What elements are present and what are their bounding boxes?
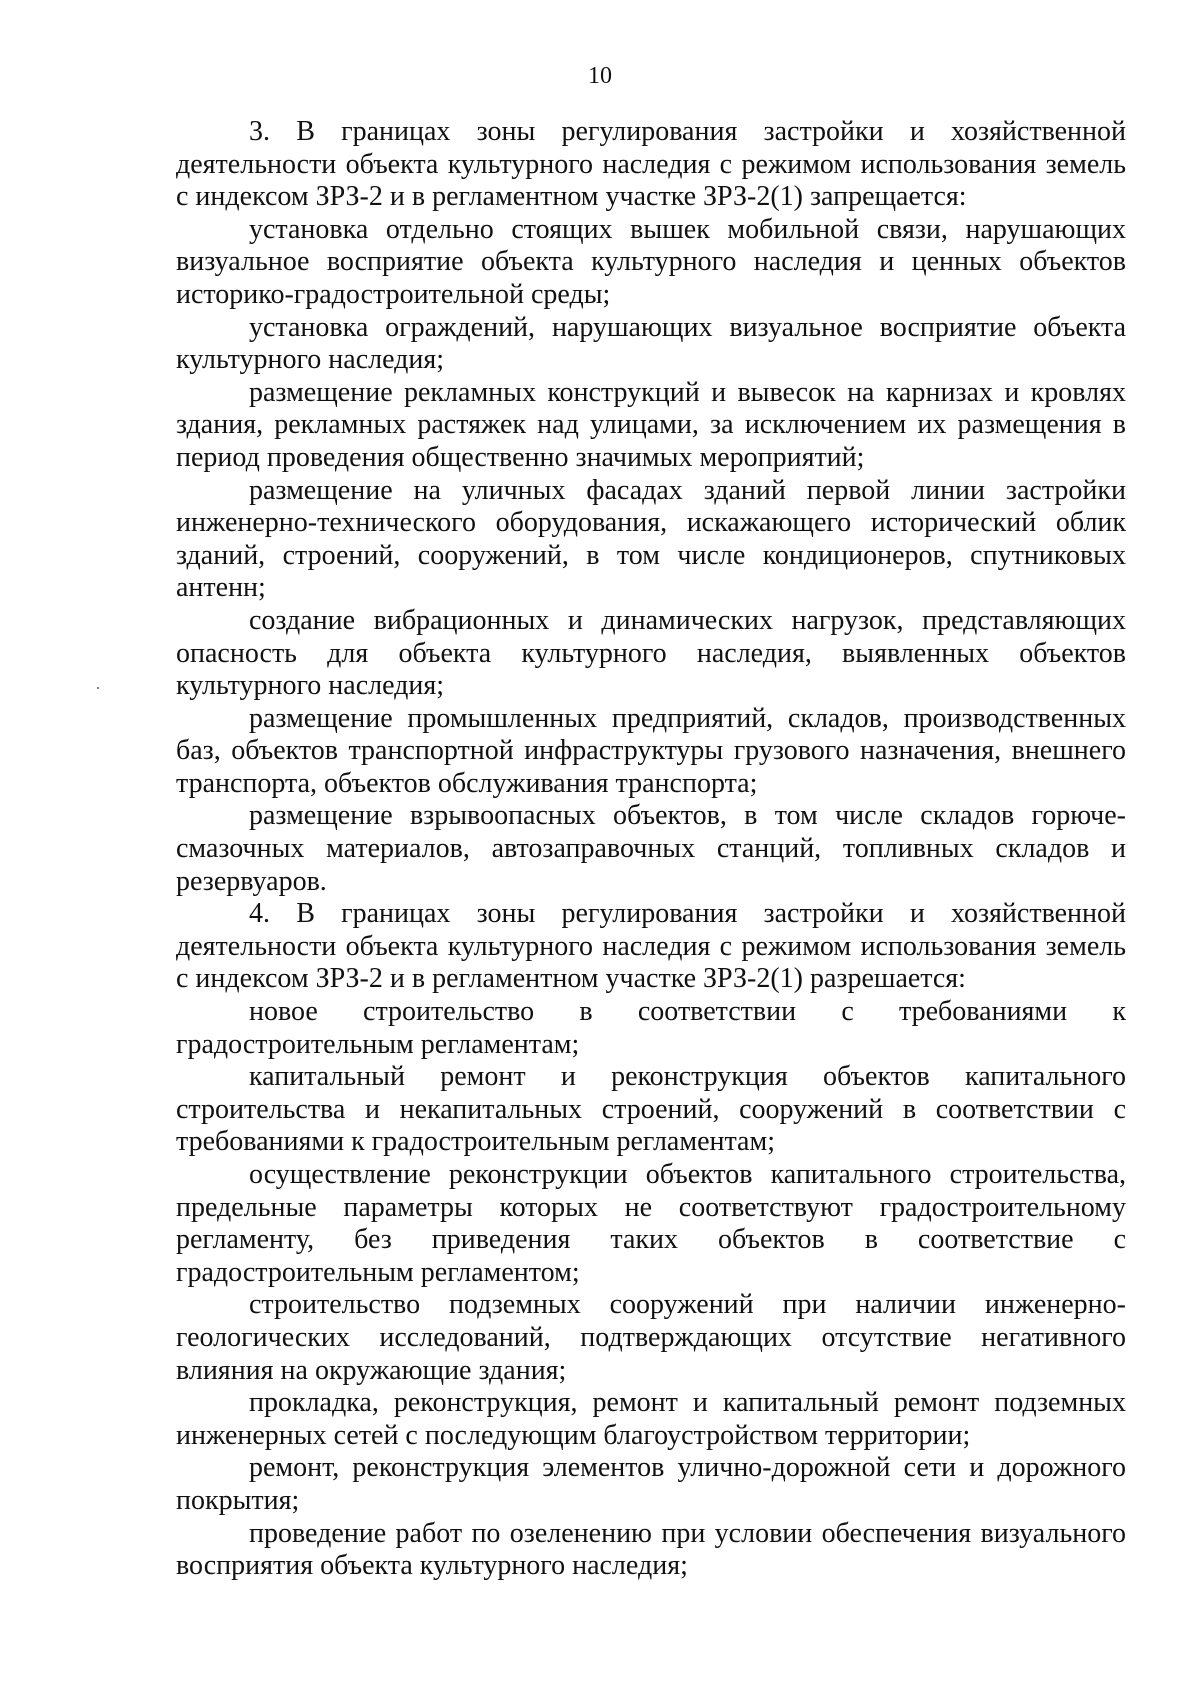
clause-4-intro: 4. В границах зоны регулирования застройки и хозяйственной деятельности объекта культурного наследия с режимом использования земель с индексом ЗРЗ-2 и в регламентном участке ЗРЗ-2(1) разрешается: xyxy=(176,898,1126,995)
permitted-item: капитальный ремонт и реконструкция объектов капитального строительства и некапитальных строений, сооружений в соответствии с требованиями к градостроительным регламентам; xyxy=(176,1061,1126,1158)
scan-speck xyxy=(97,687,99,689)
permitted-item: ремонт, реконструкция элементов улично-дорожной сети и дорожного покрытия; xyxy=(176,1452,1126,1516)
prohibited-item: установка отдельно стоящих вышек мобильной связи, нарушающих визуальное восприятие объекта культурного наследия и ценных объектов историко-градостроительной среды; xyxy=(176,213,1126,310)
prohibited-item: создание вибрационных и динамических нагрузок, представляющих опасность для объекта культурного наследия, выявленных объектов культурного наследия; xyxy=(176,604,1126,702)
page-number: 10 xyxy=(588,63,612,89)
document-body xyxy=(176,116,1126,1583)
prohibited-item: размещение взрывоопасных объектов, в том числе складов горюче-смазочных материалов, автозаправочных станций, топливных складов и резервуаров. xyxy=(176,800,1126,897)
prohibited-item: размещение рекламных конструкций и вывесок на карнизах и кровлях здания, рекламных растяжек над улицами, за исключением их размещения в период проведения общественно значимых мероприятий; xyxy=(176,376,1126,473)
prohibited-item: размещение на уличных фасадах зданий первой линии застройки инженерно-технического оборудования, искажающего исторический облик зданий, строений, сооружений, в том числе кондиционеров, спутниковых антенн; xyxy=(176,474,1126,604)
prohibited-item: установка ограждений, нарушающих визуальное восприятие объекта культурного наследия; xyxy=(176,311,1126,376)
permitted-item: проведение работ по озеленению при условии обеспечения визуального восприятия объекта культурного наследия; xyxy=(176,1517,1126,1582)
prohibited-item: размещение промышленных предприятий, складов, производственных баз, объектов транспортной инфраструктуры грузового назначения, внешнего транспорта, объектов обслуживания транспорта; xyxy=(176,702,1126,799)
permitted-item: новое строительство в соответствии с требованиями к градостроительным регламентам; xyxy=(176,996,1126,1060)
permitted-item: осуществление реконструкции объектов капитального строительства, предельные параметры которых не соответствуют градостроительному регламенту, без приведения таких объектов в соответствие с градостроительным регламентом; xyxy=(176,1159,1126,1288)
permitted-item: прокладка, реконструкция, ремонт и капитальный ремонт подземных инженерных сетей с последующим благоустройством территории; xyxy=(176,1387,1126,1451)
permitted-item: строительство подземных сооружений при наличии инженерно-геологических исследований, подтверждающих отсутствие негативного влияния на окружающие здания; xyxy=(176,1289,1126,1386)
clause-3-intro: 3. В границах зоны регулирования застройки и хозяйственной деятельности объекта культурного наследия с режимом использования земель с индексом ЗРЗ-2 и в регламентном участке ЗРЗ-2(1) запрещается: xyxy=(176,116,1126,213)
